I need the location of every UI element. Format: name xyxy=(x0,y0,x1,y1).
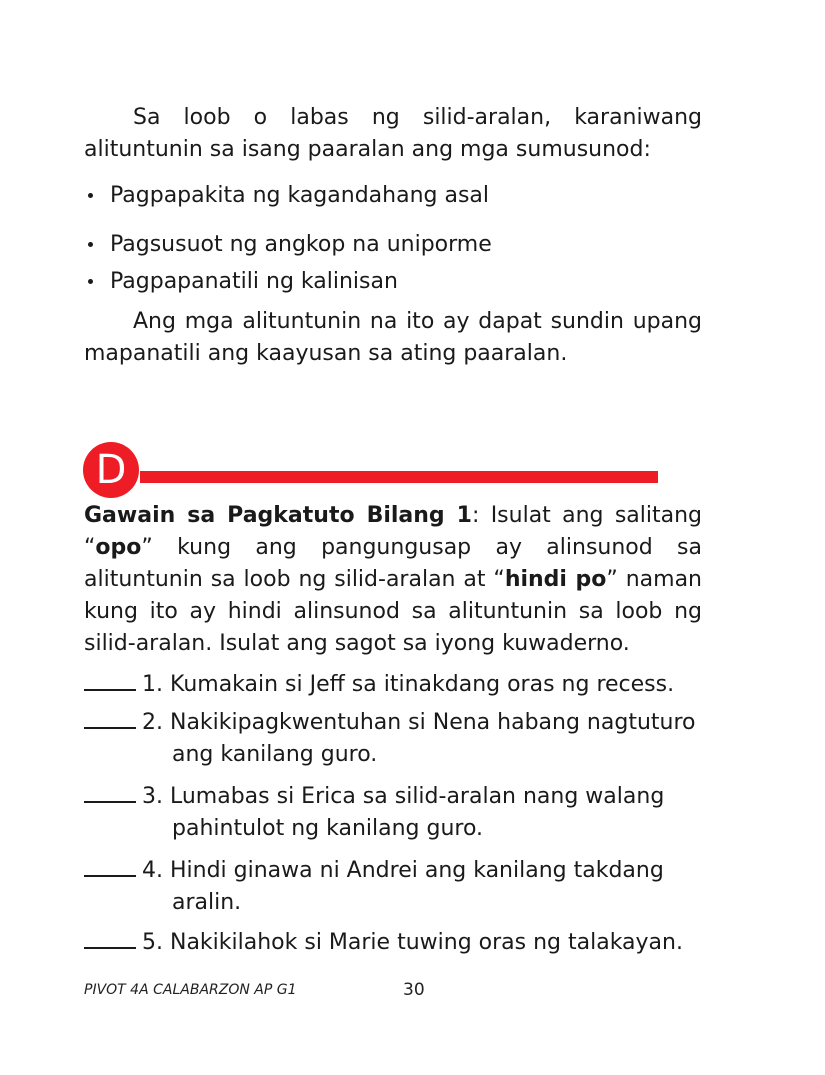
question-item xyxy=(84,781,702,845)
question-text-continued: pahintulot ng kanilang guro. xyxy=(172,816,484,841)
question-item xyxy=(84,927,702,959)
instruction-text: ” naman kung ito ay hindi alinsunod sa alituntunin sa loob ng silid-aralan. Isulat ang sagot sa iyong kuwaderno. xyxy=(84,567,702,656)
question-item xyxy=(84,707,702,771)
page-number: 30 xyxy=(403,980,425,1000)
rules-list xyxy=(84,180,702,298)
question-text: 4. Hindi ginawa ni Andrei ang kanilang takdang xyxy=(142,858,664,883)
bullet-icon xyxy=(88,279,93,284)
answer-blank[interactable] xyxy=(84,669,136,691)
list-item xyxy=(84,180,702,212)
list-item-text: Pagpapakita ng kagandahang asal xyxy=(110,183,490,208)
question-item xyxy=(84,855,702,919)
bullet-icon xyxy=(88,193,93,198)
section-divider xyxy=(140,471,658,483)
closing-paragraph: Ang mga alituntunin na ito ay dapat sundin upang mapanatili ang kaayusan sa ating paaralan. xyxy=(84,309,702,366)
keyword-opo: opo xyxy=(95,535,142,560)
question-item xyxy=(84,669,702,701)
answer-blank[interactable] xyxy=(84,927,136,949)
question-text: 3. Lumabas si Erica sa silid-aralan nang walang xyxy=(142,784,665,809)
intro-paragraph: Sa loob o labas ng silid-aralan, karaniwang alituntunin sa isang paaralan ang mga sumusunod: xyxy=(84,105,702,162)
activity-instruction xyxy=(84,500,702,660)
answer-blank[interactable] xyxy=(84,707,136,729)
answer-blank[interactable] xyxy=(84,855,136,877)
question-text-continued: ang kanilang guro. xyxy=(172,742,378,767)
question-text-continued: aralin. xyxy=(172,890,242,915)
activity-title: Gawain sa Pagkatuto Bilang 1 xyxy=(84,503,472,528)
list-item xyxy=(84,229,702,261)
list-item-text: Pagpapanatili ng kalinisan xyxy=(110,269,398,294)
list-item-text: Pagsusuot ng angkop na uniporme xyxy=(110,232,492,257)
question-text: 5. Nakikilahok si Marie tuwing oras ng talakayan. xyxy=(142,930,683,955)
bullet-icon xyxy=(88,242,93,247)
footer-source: PIVOT 4A CALABARZON AP G1 xyxy=(84,982,297,998)
question-text: 2. Nakikipagkwentuhan si Nena habang nagtuturo xyxy=(142,710,696,735)
instruction-text: ” kung ang pangungusap ay alinsunod sa alituntunin sa loob ng silid-aralan at “ xyxy=(84,535,702,592)
question-text: 1. Kumakain si Jeff sa itinakdang oras ng recess. xyxy=(142,672,675,697)
answer-blank[interactable] xyxy=(84,781,136,803)
section-letter-badge: D xyxy=(83,442,139,498)
keyword-hindi-po: hindi po xyxy=(504,567,607,592)
instruction-text: : Isulat ang salitang “ xyxy=(84,503,703,560)
list-item xyxy=(84,266,702,298)
